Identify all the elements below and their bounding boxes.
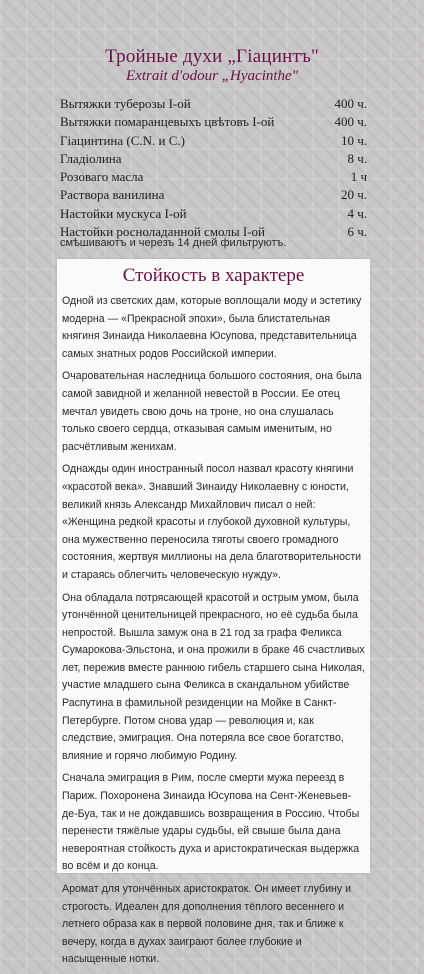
ingredient-amount: 6 ч. <box>347 224 367 240</box>
article-heading: Стойкость в характере <box>122 265 305 286</box>
ingredient-row <box>60 132 367 150</box>
ingredient-row <box>60 150 367 168</box>
ingredient-amount: 20 ч. <box>340 187 367 203</box>
ingredient-list <box>60 95 367 241</box>
ingredient-amount: 400 ч. <box>334 96 367 111</box>
ingredient-row <box>60 186 367 204</box>
ingredient-row <box>60 205 367 223</box>
article-panel <box>57 259 370 966</box>
ingredient-name: Раствора ванилина <box>60 187 165 203</box>
article-body <box>62 293 365 974</box>
ingredient-amount: 1 ч <box>350 169 367 185</box>
article-paragraph: Очаровательная наследница большого состояния, она была самой завидной и желанной невестой в России. Ее отец мечтал увидеть свою дочь на троне, но она слушалась только своего сердца, отказывая самым именитым, но расчётливым женихам. <box>62 370 362 453</box>
ingredient-name: Настойки росноладанной смолы I-ой <box>60 224 265 240</box>
ingredient-amount: 10 ч. <box>340 132 367 148</box>
recipe-title: Тройные духи „Гіацинтъ" <box>105 46 319 67</box>
article-paragraph: Одной из светских дам, которые воплощали моду и эстетику модерна — «Прекрасной эпохи», была блистательная княгиня Зинаида Николаевна Юсупова, представительница самых знатных родов Российской империи. <box>62 295 362 360</box>
article-paragraph: Аромат для утончённых аристократок. Он имеет глубину и строгость. Идеален для дополнения тёплого весеннего и летнего образа как в первой половине дня, так и ближе к вечеру, когда в духах заиграют более глубокие и насыщенные нотки. <box>62 883 352 966</box>
recipe-subtitle: Extrait d'odour „Hyacinthe" <box>126 68 298 84</box>
recipe-section <box>0 0 424 258</box>
ingredient-row <box>60 168 367 186</box>
ingredient-name: Вытяжки туберозы I-ой <box>60 96 191 111</box>
recipe-note: смѣшиваютъ и черезъ 14 дней фильтруютъ. <box>60 237 287 249</box>
ingredient-row <box>60 113 367 131</box>
article-paragraph: Она обладала потрясающей красотой и острым умом, была утончённой ценительницей прекрасного, но её судьба была непростой. Вышла замуж она в 21 год за графа Феликса Сумарокова-Эльстона, и она прожили в браке 46 счастливых лет, пережив вместе раннюю гибель старшего сына Николая, участие младшего сына Феликса в скандальном убийстве Распутина в фамильной резиденции на Мойке в Санкт-Петербурге. Потом снова удар — революция и, как следствие, эмиграция. Она потеряла все свое богатство, влияние и горячо любимую Родину. <box>62 591 365 762</box>
ingredient-name: Розоваго масла <box>60 169 144 185</box>
article-paragraph: Однажды один иностранный посол назвал красоту княгини «красотой века». Знавший Зинаиду Николаевну с юности, великий князь Александр Михайлович писал о ней: «Женщина редкой красоты и глубокой духовной культуры, она мужественно переносила тяготы своего громадного состояния, жертвуя миллионы на дела благотворительности и стараясь облегчить человеческую нужду». <box>62 463 362 581</box>
ingredient-name: Вытяжки помаранцевыхъ цвѣтовъ I-ой <box>60 114 275 130</box>
article-paragraph: Сначала эмиграция в Рим, после смерти мужа переезд в Париж. Похоронена Зинаида Юсупова на Сент-Женевьев-де-Буа, так и не дождавшись возвращения в Россию. Чтобы перенести тяжёлые удары судьбы, ей свыше была дана невероятная стойкость духа и аристократическая выдержка во всём и до конца. <box>62 772 360 873</box>
ingredient-amount: 4 ч. <box>347 205 367 221</box>
ingredient-name: Гладіолина <box>60 150 122 166</box>
ingredient-row <box>60 95 367 113</box>
ingredient-amount: 8 ч. <box>347 150 367 166</box>
ingredient-name: Настойки мускуса I-ой <box>60 205 187 221</box>
ingredient-name: Гіацинтина (C.N. и C.) <box>60 132 185 148</box>
ingredient-amount: 400 ч. <box>334 114 367 130</box>
